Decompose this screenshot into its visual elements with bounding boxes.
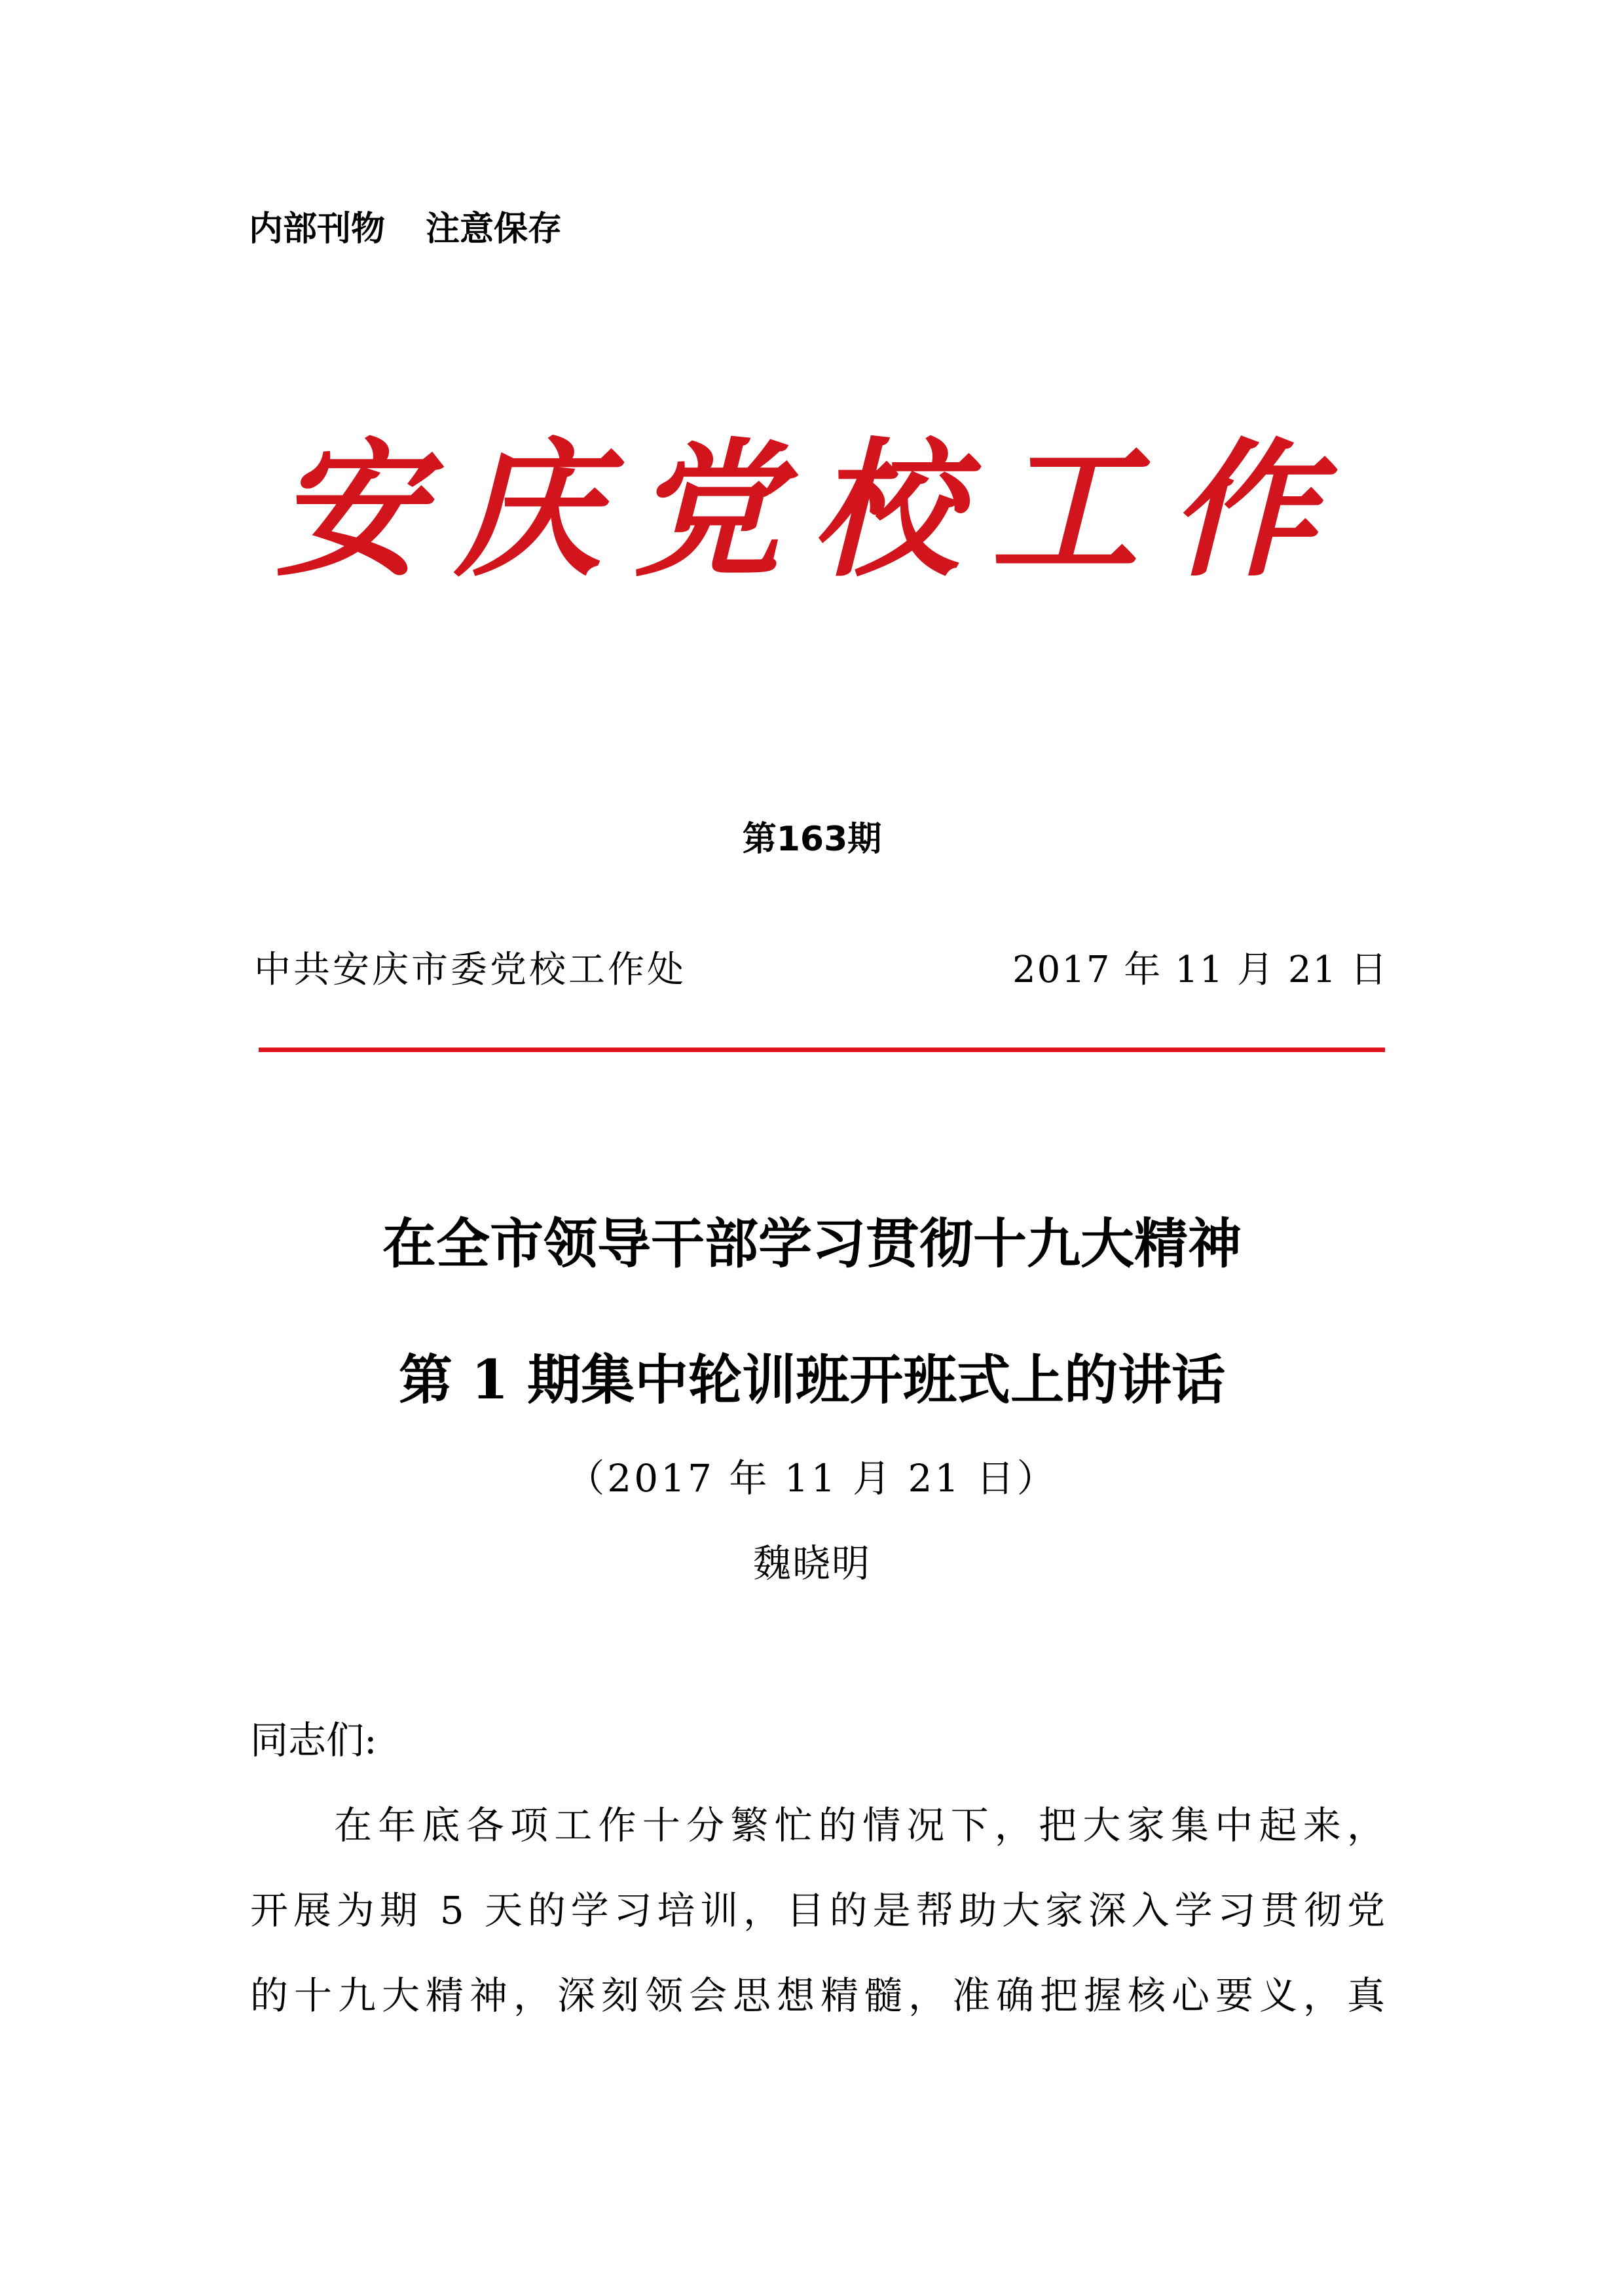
paragraph-line: 的十九大精神，深刻领会思想精髓，准确把握核心要义，真 <box>250 1973 1388 2018</box>
masthead-title: 安庆党校工作 <box>276 424 1348 597</box>
salutation: 同志们: <box>250 1718 377 1762</box>
issue-number: 第163期 <box>742 820 882 859</box>
internal-publication-label: 内部刊物 <box>249 210 386 249</box>
speech-date: （2017 年 11 月 21 日） <box>566 1456 1058 1501</box>
keep-safe-label: 注意保存 <box>426 210 563 249</box>
article-title-line-1: 在全市领导干部学习贯彻十九大精神 <box>382 1212 1242 1275</box>
internal-notice <box>249 208 562 250</box>
article-title-line-2: 第 1 期集中轮训班开班式上的讲话 <box>398 1349 1226 1412</box>
header-divider <box>259 1048 1385 1052</box>
paragraph-line: 在年底各项工作十分繁忙的情况下，把大家集中起来， <box>334 1803 1388 1848</box>
paragraph-line: 开展为期 5 天的学习培训，目的是帮助大家深入学习贯彻党 <box>250 1888 1388 1933</box>
publisher-name: 中共安庆市委党校工作处 <box>254 949 686 991</box>
speaker-name: 魏晓明 <box>752 1541 871 1586</box>
publish-date: 2017 年 11 月 21 日 <box>1012 949 1388 991</box>
